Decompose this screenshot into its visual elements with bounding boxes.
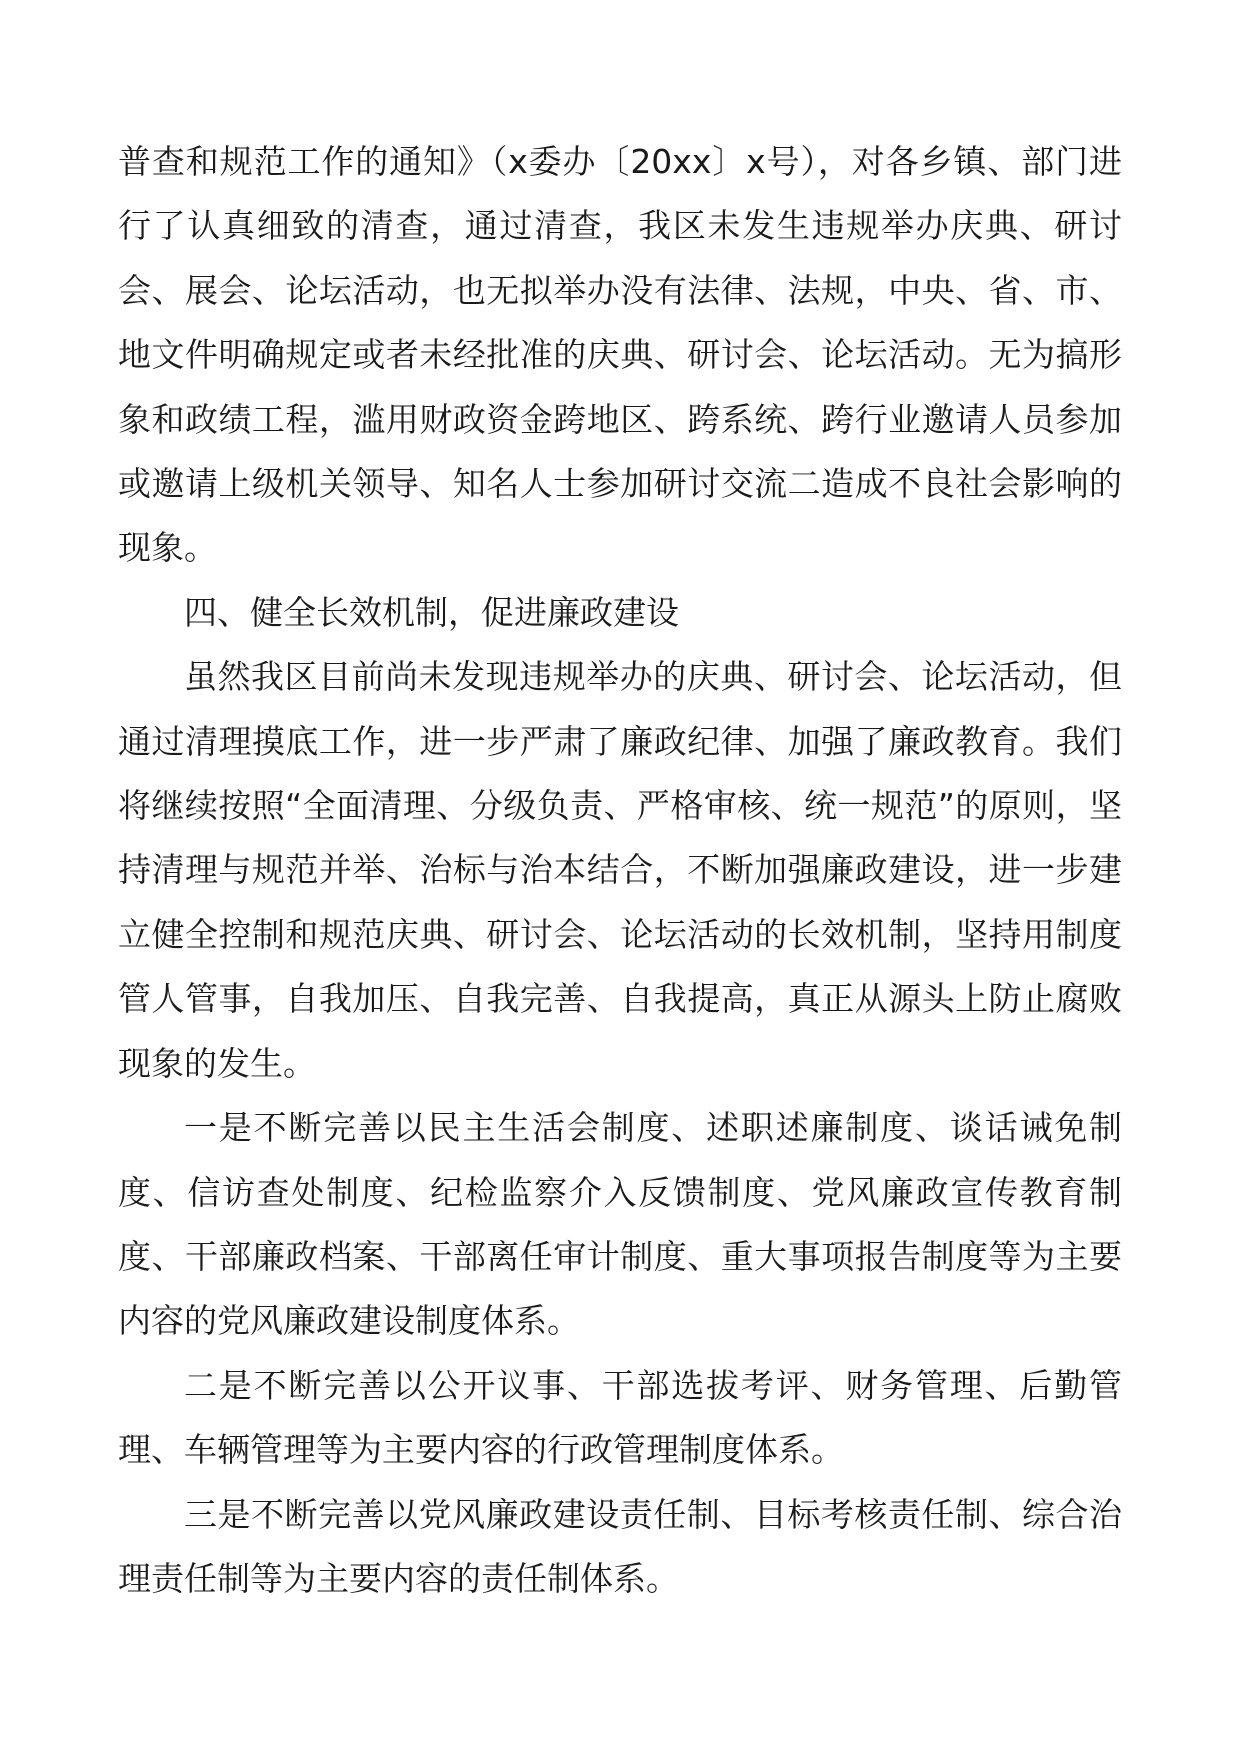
paragraph-item-2: 二是不断完善以公开议事、干部选拔考评、财务管理、后勤管理、车辆管理等为主要内容的行政管理制度体系。: [118, 1365, 1122, 1470]
section-heading-4: 四、健全长效机制，促进廉政建设: [184, 592, 679, 632]
paragraph-item-1: 一是不断完善以民主生活会制度、述职述廉制度、谈话诫免制度、信访查处制度、纪检监察介入反馈制度、党风廉政宣传教育制度、干部廉政档案、干部离任审计制度、重大事项报告制度等为主要内容的党风廉政建设制度体系。: [118, 1108, 1122, 1341]
paragraph-continued: 普查和规范工作的通知》（x委办〔20xx〕x号），对各乡镇、部门进行了认真细致的清查，通过清查，我区未发生违规举办庆典、研讨会、展会、论坛活动，也无拟举办没有法律、法规，中央、省、市、地文件明确规定或者未经批准的庆典、研讨会、论坛活动。无为搞形象和政绩工程，滥用财政资金跨地区、跨系统、跨行业邀请人员参加或邀请上级机关领导、知名人士参加研讨交流二造成不良社会影响的现象。: [118, 142, 1122, 568]
paragraph-item-3: 三是不断完善以党风廉政建设责任制、目标考核责任制、综合治理责任制等为主要内容的责任制体系。: [118, 1494, 1122, 1598]
document-body: [118, 130, 1122, 1611]
paragraph: 虽然我区目前尚未发现违规举办的庆典、研讨会、论坛活动，但通过清理摸底工作，进一步严肃了廉政纪律、加强了廉政教育。我们将继续按照“全面清理、分级负责、严格审核、统一规范”的原则，坚持清理与规范并举、治标与治本结合，不断加强廉政建设，进一步建立健全控制和规范庆典、研讨会、论坛活动的长效机制，坚持用制度管人管事，自我加压、自我完善、自我提高，真正从源头上防止腐败现象的发生。: [118, 657, 1122, 1083]
